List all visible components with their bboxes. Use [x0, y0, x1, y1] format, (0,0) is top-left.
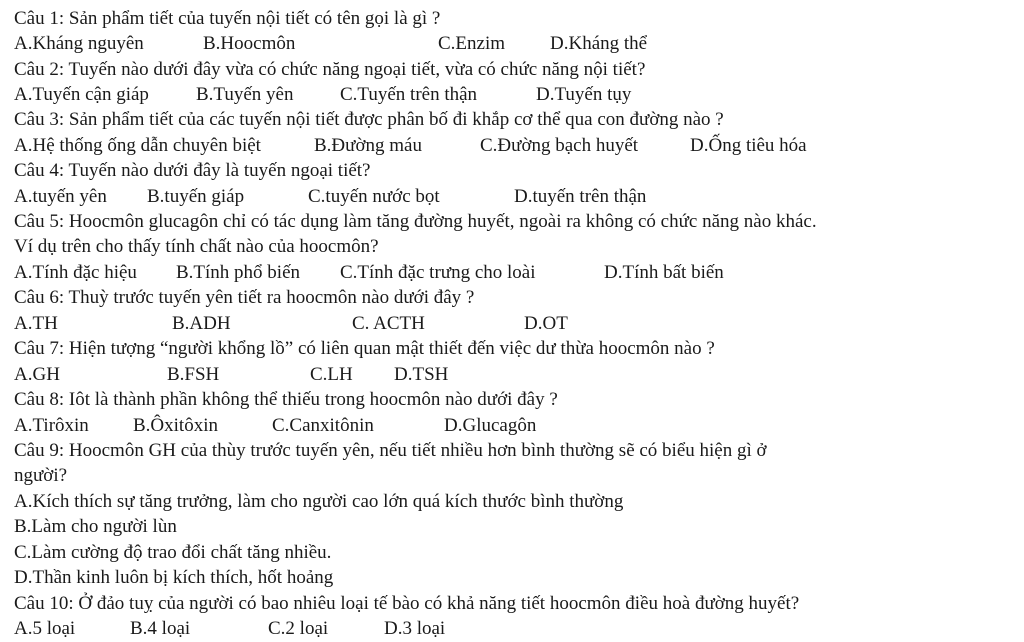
question-10-text: Câu 10: Ở đảo tuỵ của người có bao nhiêu loại tế bào có khả năng tiết hoocmôn điều hoà đường huyết? — [14, 593, 800, 614]
option-d: D.Kháng thể — [550, 33, 648, 54]
question-5-text: Câu 5: Hoocmôn glucagôn chỉ có tác dụng làm tăng đường huyết, ngoài ra không có chức năng nào khác. — [14, 211, 817, 232]
option-c: C.Tính đặc trưng cho loài — [340, 262, 536, 283]
option-c: C.Đường bạch huyết — [480, 135, 639, 156]
option-d: D.Glucagôn — [444, 415, 537, 436]
question-3-text: Câu 3: Sản phẩm tiết của các tuyến nội tiết được phân bố đi khắp cơ thể qua con đường nào ? — [14, 109, 724, 130]
option-c: C.Enzim — [438, 33, 506, 54]
question-9-option-b: B.Làm cho người lùn — [14, 516, 177, 537]
question-1-text: Câu 1: Sản phẩm tiết của tuyến nội tiết có tên gọi là gì ? — [14, 8, 441, 29]
question-4-text: Câu 4: Tuyến nào dưới đây là tuyến ngoại tiết? — [14, 160, 371, 181]
option-a: A.5 loại — [14, 618, 76, 639]
left-crop-edge — [0, 0, 3, 642]
option-b: B.ADH — [172, 313, 231, 334]
question-9-text: Câu 9: Hoocmôn GH của thùy trước tuyến yên, nếu tiết nhiều hơn bình thường sẽ có biểu hiện gì ở — [14, 440, 767, 461]
option-c: C.LH — [310, 364, 353, 385]
option-d: D.tuyến trên thận — [514, 186, 647, 207]
option-c: C.Tuyến trên thận — [340, 84, 478, 105]
option-c: C.tuyến nước bọt — [308, 186, 440, 207]
question-2-text: Câu 2: Tuyến nào dưới đây vừa có chức năng ngoại tiết, vừa có chức năng nội tiết? — [14, 59, 646, 80]
question-8-text: Câu 8: Iôt là thành phần không thể thiếu trong hoocmôn nào dưới đây ? — [14, 389, 558, 410]
option-a: A.Tính đặc hiệu — [14, 262, 137, 283]
option-d: D.TSH — [394, 364, 449, 385]
option-c: C. ACTH — [352, 313, 425, 334]
option-b: B.4 loại — [130, 618, 191, 639]
option-d: D.Tính bất biến — [604, 262, 724, 283]
option-d: D.3 loại — [384, 618, 446, 639]
option-a: A.tuyến yên — [14, 186, 107, 207]
option-d: D.OT — [524, 313, 568, 334]
option-b: B.tuyến giáp — [147, 186, 245, 207]
option-c: C.2 loại — [268, 618, 329, 639]
option-a: A.Hệ thống ống dẫn chuyên biệt — [14, 135, 261, 156]
option-b: B.Ôxitôxin — [133, 415, 218, 436]
question-9-text-continued: người? — [14, 465, 68, 486]
option-b: B.Đường máu — [314, 135, 422, 156]
option-a: A.Kháng nguyên — [14, 33, 144, 54]
question-9-option-d: D.Thần kinh luôn bị kích thích, hốt hoảng — [14, 567, 334, 588]
option-d: D.Ống tiêu hóa — [690, 135, 807, 156]
option-a: A.Tirôxin — [14, 415, 89, 436]
option-b: B.Tuyến yên — [196, 84, 294, 105]
question-7-text: Câu 7: Hiện tượng “người khổng lồ” có liên quan mật thiết đến việc dư thừa hoocmôn nào ? — [14, 338, 715, 359]
option-b: B.Hoocmôn — [203, 33, 296, 54]
option-a: A.GH — [14, 364, 60, 385]
option-c: C.Canxitônin — [272, 415, 374, 436]
question-9-option-a: A.Kích thích sự tăng trưởng, làm cho người cao lớn quá kích thước bình thường — [14, 491, 624, 512]
question-6-text: Câu 6: Thuỳ trước tuyến yên tiết ra hoocmôn nào dưới đây ? — [14, 287, 475, 308]
option-a: A.TH — [14, 313, 58, 334]
option-a: A.Tuyến cận giáp — [14, 84, 149, 105]
option-d: D.Tuyến tụy — [536, 84, 632, 105]
option-b: B.FSH — [167, 364, 220, 385]
question-9-option-c: C.Làm cường độ trao đổi chất tăng nhiều. — [14, 542, 332, 563]
option-b: B.Tính phổ biến — [176, 262, 301, 283]
question-5-text-continued: Ví dụ trên cho thấy tính chất nào của hoocmôn? — [14, 236, 379, 257]
